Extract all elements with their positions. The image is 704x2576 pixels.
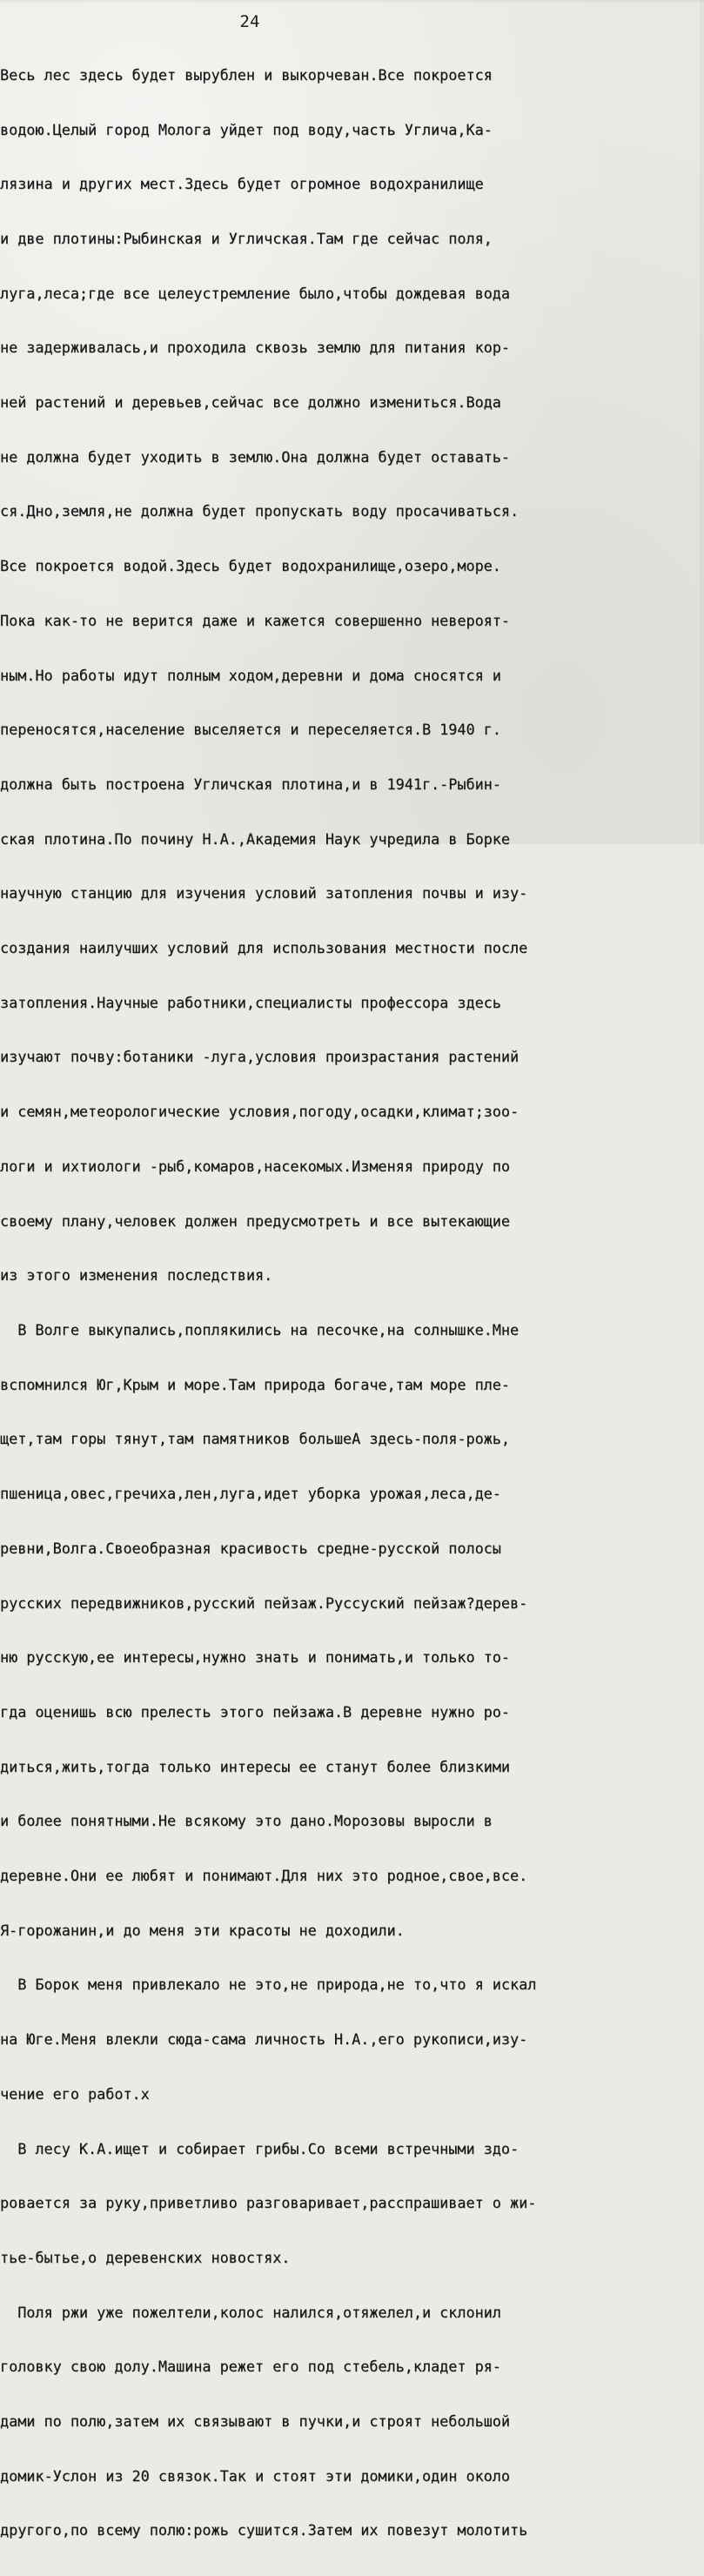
text-line: не должна будет уходить в землю.Она должна будет оставать- — [0, 447, 510, 466]
text-line: затопления.Научные работники,специалисты профессора здесь — [0, 993, 501, 1011]
text-line: водою.Целый город Молога уйдет под воду,часть Углича,Ка- — [0, 120, 493, 138]
page-number: 24 — [239, 12, 260, 31]
typed-text-body — [0, 30, 704, 2576]
text-line: создания наилучших условий для использования местности после — [0, 939, 528, 957]
text-line: ровается за руку,приветливо разговаривает,расспрашивает о жи- — [0, 2194, 537, 2212]
text-line: на Юге.Меня влекли сюда-сама личность Н.А.,его рукописи,изу- — [0, 2030, 528, 2049]
text-line: лязина и других мест.Здесь будет огромное водохранилище — [0, 175, 484, 193]
text-line: и семян,метеорологические условия,погоду,осадки,климат;зоо- — [0, 1103, 520, 1121]
text-line: Я-горожанин,и до меня эти красоты не доходили. — [0, 1921, 405, 1939]
scan-edge-top — [0, 0, 704, 3]
text-line: тье-бытье,о деревенских новостях. — [0, 2248, 291, 2266]
text-line: В Волге выкупались,поплякились на песочке,на солнышке.Мне — [0, 1320, 520, 1338]
text-line: должна быть построена Угличская плотина,и в 1941г.-Рыбин- — [0, 775, 501, 793]
text-line: ню русскую,ее интересы,нужно знать и понимать,и только то- — [0, 1648, 510, 1667]
text-line: диться,жить,тогда только интересы ее станут более близкими — [0, 1757, 510, 1775]
text-line: переносятся,население выселяется и переселяется.В 1940 г. — [0, 721, 501, 739]
text-line: из этого изменения последствия. — [0, 1266, 273, 1285]
text-line: ся.Дно,земля,не должна будет пропускать воду просачиваться. — [0, 502, 520, 520]
text-line: В лесу К.А.ищет и собирает грибы.Со всеми встречными здо- — [0, 2139, 520, 2157]
text-line: и две плотины:Рыбинская и Угличская.Там где сейчас поля, — [0, 229, 493, 247]
text-line: другого,по всему полю:рожь сушится.Затем их повезут молотить — [0, 2521, 528, 2539]
text-line: гда оценишь всю прелесть этого пейзажа.В деревне нужно ро- — [0, 1702, 510, 1721]
text-line: ская плотина.По почину Н.А.,Академия Наук учредила в Борке — [0, 829, 510, 848]
text-line: домик-Услон из 20 связок.Так и стоят эти домики,один около — [0, 2466, 510, 2485]
text-line: головку свою долу.Машина режет его под стебель,кладет ря- — [0, 2358, 501, 2376]
text-line: деревне.Они ее любят и понимают.Для них это родное,свое,все. — [0, 1867, 528, 1885]
text-line: луга,леса;где все целеустремление было,чтобы дождевая вода — [0, 284, 510, 302]
text-line: дами по полю,затем их связывают в пучки,и строят небольшой — [0, 2412, 510, 2431]
text-line: ней растений и деревьев,сейчас все должно измениться.Вода — [0, 393, 501, 412]
text-line: вспомнился Юг,Крым и море.Там природа богаче,там море пле- — [0, 1375, 510, 1393]
text-line: ным.Но работы идут полным ходом,деревни и дома сносятся и — [0, 666, 501, 684]
text-line: своему плану,человек должен предусмотреть и все вытекающие — [0, 1211, 510, 1230]
text-line: чение его работ.х — [0, 2084, 150, 2103]
text-line: Весь лес здесь будет вырублен и выкорчеван.Все покроется — [0, 65, 493, 84]
text-line: В Борок меня привлекало не это,не природа,не то,что я искал — [0, 1976, 537, 1994]
text-line: русских передвижников,русский пейзаж.Руссуский пейзаж?дерев- — [0, 1593, 528, 1612]
text-line: ревни,Волга.Своеобразная красивость средне-русской полосы — [0, 1539, 501, 1557]
text-line: Поля ржи уже пожелтели,колос налился,отяжелел,и склонил — [0, 2303, 501, 2321]
text-line: и более понятными.Не всякому это дано.Морозовы выросли в — [0, 1812, 493, 1830]
text-line: Пока как-то не верится даже и кажется совершенно невероят- — [0, 611, 510, 629]
text-line: не задерживалась,и проходила сквозь землю для питания кор- — [0, 339, 510, 357]
text-line: Все покроется водой.Здесь будет водохранилище,озеро,море. — [0, 557, 501, 575]
text-line: пшеница,овес,гречиха,лен,луга,идет уборка урожая,леса,де- — [0, 1485, 501, 1503]
text-line: научную станцию для изучения условий затопления почвы и изу- — [0, 884, 528, 902]
text-line: логи и ихтиологи -рыб,комаров,насекомых.Изменяя природу по — [0, 1157, 510, 1175]
text-line: изучают почву:ботаники -луга,условия произрастания растений — [0, 1048, 520, 1066]
text-line: щет,там горы тянут,там памятников большеА здесь-поля-рожь, — [0, 1430, 510, 1448]
